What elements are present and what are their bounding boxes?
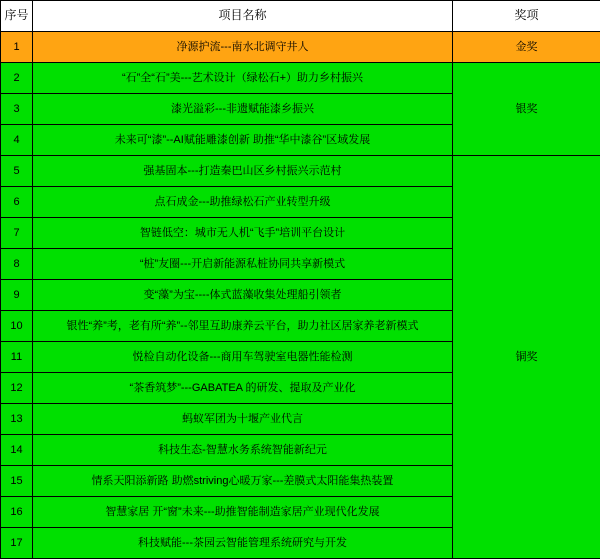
row-seq: 15 [1,466,33,497]
award-bronze-cell: 铜奖 [453,156,600,559]
row-seq: 14 [1,435,33,466]
table-row [1,63,600,94]
column-header-seq: 序号 [1,1,33,32]
row-seq: 8 [1,249,33,280]
row-name: 科技生态-智慧水务系统智能新纪元 [33,435,453,466]
award-gold-cell: 金奖 [453,32,600,63]
row-seq: 1 [1,32,33,63]
row-seq: 12 [1,373,33,404]
row-name: 科技赋能---茶园云智能管理系统研究与开发 [33,528,453,559]
row-seq: 11 [1,342,33,373]
row-name: 未来可“漆”--AI赋能雕漆创新 助推“华中漆谷”区域发展 [33,125,453,156]
row-seq: 6 [1,187,33,218]
row-name: 银性“养”考，老有所“养”--邻里互助康养云平台，助力社区居家养老新模式 [33,311,453,342]
row-name: 智链低空：城市无人机“飞手”培训平台设计 [33,218,453,249]
row-seq: 2 [1,63,33,94]
row-seq: 3 [1,94,33,125]
column-header-name: 项目名称 [33,1,453,32]
row-name: “茶香筑梦”---GABATEA 的研发、提取及产业化 [33,373,453,404]
row-seq: 7 [1,218,33,249]
row-name: 悦检自动化设备---商用车驾驶室电器性能检测 [33,342,453,373]
row-name: 情系天阳添新路 助燃striving心暖万家---差膜式太阳能集热装置 [33,466,453,497]
row-name: 漆光溢彩---非遗赋能漆乡振兴 [33,94,453,125]
row-seq: 10 [1,311,33,342]
row-seq: 9 [1,280,33,311]
row-name: 蚂蚁军团为十堰产业代言 [33,404,453,435]
row-name: 净源护流---南水北调守井人 [33,32,453,63]
row-seq: 16 [1,497,33,528]
row-name: 变“藻”为宝----体式蓝藻收集处理船引领者 [33,280,453,311]
column-header-award: 奖项 [453,1,600,32]
award-silver-cell: 银奖 [453,63,600,156]
row-seq: 17 [1,528,33,559]
row-name: 强基固本---打造秦巴山区乡村振兴示范村 [33,156,453,187]
table-row [1,32,600,63]
row-seq: 5 [1,156,33,187]
row-name: “石”全“石”美---艺术设计（绿松石+）助力乡村振兴 [33,63,453,94]
row-name: 智慧家居 开“窗”未来---助推智能制造家居产业现代化发展 [33,497,453,528]
row-name: “桩”友圈---开启新能源私桩协同共享新模式 [33,249,453,280]
table-header-row [1,1,600,32]
table-row [1,156,600,187]
row-seq: 13 [1,404,33,435]
row-name: 点石成金---助推绿松石产业转型升级 [33,187,453,218]
row-seq: 4 [1,125,33,156]
